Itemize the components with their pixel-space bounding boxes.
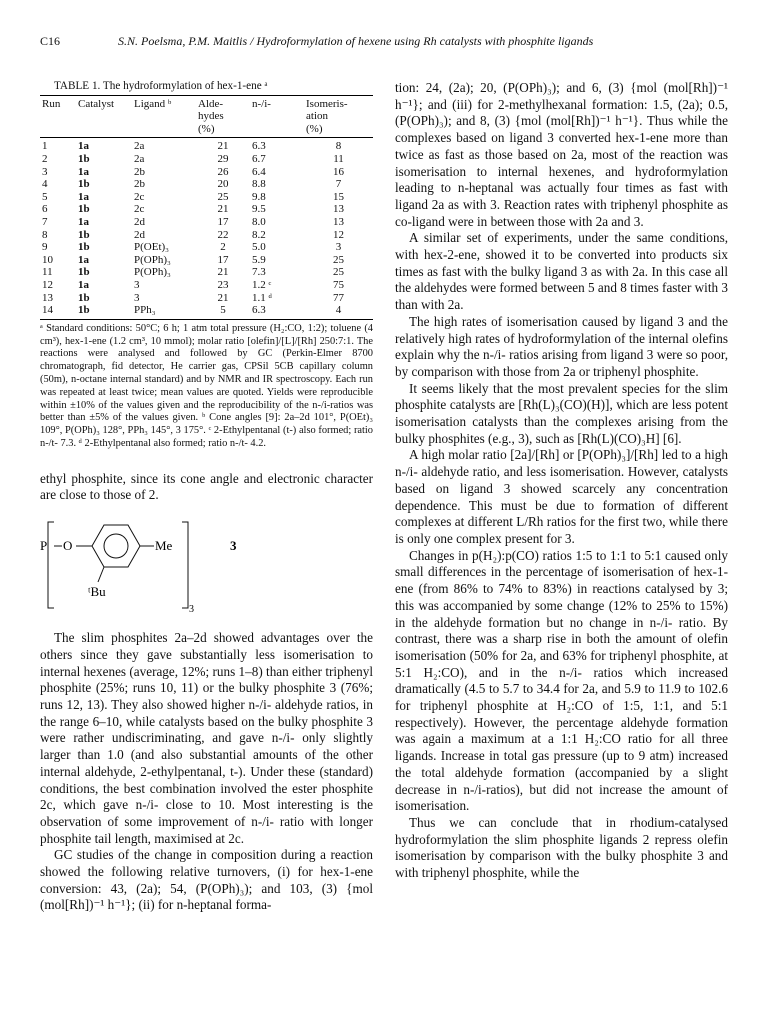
table-row (40, 279, 373, 292)
cell-ligand: 2b (134, 178, 145, 191)
paragraph: Changes in p(H₂):p(CO) ratios 1:5 to 1:1 to 5:1 caused only small differences in the percentage of isomerisation of hex-1-ene (from 86% to 74% to 83%) in reactions catalysed by 3; this was accompanied by some change (12% to 25% to 15%) in the aldehyde formation but no change in n-/i- ratio. By contrast, there was a sharp rise in both the amount of olefin isomerisation (50% for 2a, and 63% for triphenyl phosphite, at 5:1 H₂:CO), and in the n-/i- ratios which increased dramatically (4.5 to 5.7 to 34.4 for 2a, and 5.9 to 11.9 to 102.6 for triphenyl phosphite at H₂:CO of 1:5, 1:1, and 5:1 respectively). However, the percentage aldehyde formation was again a maximum at a 1:1 H₂:CO ratio for all three ligands. Increase in total gas pressure (up to 9 atm) increased the total aldehyde formation (accompanied by a slight decrease in n-/i-ratios), but did not increase the amount of isomerisation. (395, 547, 728, 814)
paragraph: It seems likely that the most prevalent species for the slim phosphite catalysts are [Rh(L)₃(CO)(H)], which are less potent isomerisation catalysts than the complexes arising from the bulky phosphites (e.g., 3), such as [Rh(L)(CO)₃H] [6]. (395, 380, 728, 446)
cell-run: 14 (42, 304, 53, 317)
cell-catalyst: 1b (78, 266, 90, 279)
cell-catalyst: 1a (78, 216, 89, 229)
cell-run: 3 (42, 165, 48, 178)
cell-aldehydes: 23 (217, 279, 229, 292)
paragraph: Thus we can conclude that in rhodium-catalysed hydroformylation the slim phosphite ligands 2 repress olefin isomerisation by comparison with the bulky phosphite 3 and with triphenyl phosphite, while the (395, 814, 728, 881)
cell-isomerisation: 75 (333, 279, 344, 292)
table-row (40, 229, 373, 242)
header-ligand: Ligand ᵇ (132, 95, 196, 138)
cell-nratio: 8.0 (252, 216, 266, 229)
right-column (395, 80, 728, 882)
phosphite-structure-drawing (40, 512, 373, 620)
table-caption: TABLE 1. The hydroformylation of hex-1-ene ᵃ (54, 80, 268, 92)
cell-run: 10 (42, 253, 53, 266)
paragraph: A high molar ratio [2a]/[Rh] or [P(OPh)₃]/[Rh] led to a high n-/i- aldehyde ratio, and less isomerisation. However, catalysts based on ligand 3 showed scarcely any concentration dependence. This must be due to formation of different complexes at different L/Rh ratios for the first two, while there is only one complex present for 3. (395, 447, 728, 546)
table-row (40, 178, 373, 191)
cell-isomerisation: 13 (333, 203, 344, 216)
cell-nratio: 7.3 (252, 266, 266, 279)
cell-ligand: P(OPh)₃ (134, 253, 171, 266)
tbutyl-label: ᵗBu (88, 584, 106, 600)
paragraph: GC studies of the change in composition during a reaction showed the following relative turnovers, (i) for hex-1-ene conversion: 43, (2a); 54, (P(OPh)₃); and 103, (3) {mol (mol[Rh])⁻¹ h⁻¹}; (ii) for n-heptanal forma- (40, 847, 373, 913)
cell-ligand: P(OPh)₃ (134, 266, 171, 279)
paragraph: The slim phosphites 2a–2d showed advantages over the others since they gave substantially less isomerisation to internal hexenes (average, 12%; runs 1–8) than either triphenyl phosphite (25%; runs 10, 11) or the bulky phosphite 3 (76%; runs 12, 13). They also showed higher n-/i- aldehyde ratios, in the range 6–10, while catalysts based on the bulky phosphite 3 were rather undiscriminating, and gave n-/i- only slightly larger than 1.0 (and also substantial amounts of the other internal aldehyde, 2-ethylpentanal, t-). Under these (standard) conditions, the best combination involved the ester phosphite 2c, which gave n-/i- close to 10. Most interesting is the observation of some improvement of n-/i- ratio with longer phosphite tail length, maximised at 2c. (40, 630, 373, 846)
table-header-row (40, 95, 373, 138)
cell-ligand: 3 (134, 279, 140, 292)
cell-isomerisation: 77 (333, 291, 344, 304)
table-row (40, 216, 373, 229)
cell-isomerisation: 16 (333, 165, 344, 178)
cell-nratio: 6.7 (252, 153, 266, 166)
cell-run: 12 (42, 279, 53, 292)
cell-nratio: 8.8 (252, 178, 266, 191)
cell-aldehydes: 21 (217, 291, 229, 304)
table-row (40, 203, 373, 216)
phosphorus-label: P (40, 538, 48, 554)
cell-aldehydes: 5 (220, 304, 226, 317)
paragraph: The high rates of isomerisation caused by ligand 3 and the relatively high rates of hydroformylation of the internal olefins explain why the n-/i- ratios arising from ligand 3 were so poor, by comparison with those from 2a or triphenyl phosphite. (395, 313, 728, 379)
cell-nratio: 1.2 ᶜ (252, 279, 272, 292)
cell-aldehydes: 21 (217, 140, 229, 153)
cell-nratio: 6.3 (252, 140, 266, 153)
cell-catalyst: 1b (78, 228, 90, 241)
table-body (40, 138, 373, 319)
bracket-subscript: 3 (189, 604, 194, 616)
cell-ligand: PPh₃ (134, 304, 156, 317)
cell-isomerisation: 11 (333, 153, 344, 166)
running-title: S.N. Poelsma, P.M. Maitlis / Hydroformylation of hexene using Rh catalysts with phosphite ligands (118, 34, 594, 48)
cell-ligand: 2c (134, 203, 145, 216)
cell-nratio: 6.4 (252, 165, 266, 178)
left-column (40, 78, 373, 914)
table-footnote: ᵃ Standard conditions: 50°C; 6 h; 1 atm total pressure (H₂:CO, 1:2); toluene (4 cm³), hex-1-ene (1.2 cm³, 10 mmol); molar ratio [olefin]/[L]/[Rh] 250:7:1. The reactions were analysed and followed by GC (Perkin-Elmer 8700 chromatograph, fid detector, He carrier gas, CPSil 5CB capillary column (50m), n-octane internal standard) and by NMR and IR spectroscopy. Each run was repeated at least twice; mean values are quoted. Yields were reproducible within ±10% of the values given and the reproducibility of the n-/i-ratios was better than ±5% of the values given. ᵇ Cone angles [9]: 2a–2d 101°, P(OEt)₃ 109°, P(OPh)₃ 128°, PPh₃ 145°, 3 175°. ᶜ 2-Ethylpentanal (t-) also formed; ratio n-/t- 7.3. ᵈ 2-Ethylpentanal also formed; ratio n-/t- 4.2. (40, 322, 373, 449)
page-number: C16 (40, 34, 61, 48)
header-nratio: n-/i- (250, 95, 304, 138)
cell-isomerisation: 4 (335, 304, 342, 317)
cell-aldehydes: 21 (217, 266, 229, 279)
cell-isomerisation: 12 (333, 228, 344, 241)
cell-run: 4 (42, 178, 48, 191)
cell-nratio: 5.9 (252, 253, 266, 266)
cell-nratio: 8.2 (252, 228, 266, 241)
cell-run: 1 (42, 140, 48, 153)
table-row (40, 191, 373, 204)
table-row (40, 153, 373, 166)
table-row (40, 138, 373, 153)
paragraph: ethyl phosphite, since its cone angle and electronic character are close to those of 2. (40, 470, 373, 503)
header-run: Run (40, 95, 76, 138)
cell-run: 6 (42, 203, 48, 216)
cell-aldehydes: 29 (217, 153, 229, 166)
cell-catalyst: 1b (78, 153, 90, 166)
cell-ligand: 2b (134, 165, 145, 178)
right-bracket (182, 522, 188, 608)
oxygen-label: O (63, 538, 73, 554)
table-row (40, 304, 373, 319)
cell-catalyst: 1a (78, 253, 89, 266)
cell-isomerisation: 25 (333, 266, 344, 279)
header-aldehydes: Alde- hydes (%) (196, 95, 250, 138)
cell-nratio: 9.8 (252, 190, 266, 203)
cell-catalyst: 1a (78, 190, 89, 203)
cell-isomerisation: 8 (335, 140, 342, 153)
table-row (40, 292, 373, 305)
cell-ligand: 2a (134, 153, 145, 166)
cell-isomerisation: 25 (333, 253, 344, 266)
cell-isomerisation: 7 (335, 178, 342, 191)
cell-nratio: 9.5 (252, 203, 266, 216)
cell-nratio: 1.1 ᵈ (252, 291, 272, 304)
cell-run: 11 (42, 266, 53, 279)
cell-ligand: 3 (134, 291, 140, 304)
cell-catalyst: 1a (78, 165, 89, 178)
cell-ligand: P(OEt)₃ (134, 241, 169, 254)
cell-ligand: 2d (134, 216, 145, 229)
cell-catalyst: 1b (78, 178, 90, 191)
cell-aldehydes: 25 (217, 190, 229, 203)
cell-aldehydes: 26 (217, 165, 229, 178)
cell-isomerisation: 13 (333, 216, 344, 229)
cell-ligand: 2a (134, 140, 145, 153)
cell-run: 7 (42, 216, 48, 229)
cell-ligand: 2c (134, 190, 145, 203)
ring-tbu-bond (98, 567, 104, 582)
cell-isomerisation: 3 (335, 241, 342, 254)
cell-run: 2 (42, 153, 48, 166)
cell-aldehydes: 17 (217, 253, 229, 266)
benzene-ring (92, 525, 140, 567)
left-bracket (48, 522, 54, 608)
paragraph: A similar set of experiments, under the same conditions, with hex-2-ene, showed it to be converted into products six times as fast with the bulky ligand 3 as with 2a. In this case all the aldehydes were formed between 5 and 8 times faster with 3 than with 2a. (395, 230, 728, 313)
cell-aldehydes: 2 (220, 241, 226, 254)
cell-run: 8 (42, 228, 48, 241)
compound-number: 3 (230, 538, 237, 554)
page-header (40, 34, 730, 50)
cell-run: 9 (42, 241, 48, 254)
table-row (40, 241, 373, 254)
cell-aldehydes: 22 (217, 228, 229, 241)
paragraph: tion: 24, (2a); 20, (P(OPh)₃); and 6, (3) {mol (mol[Rh])⁻¹ h⁻¹}; and (iii) for 2-methylhexanal formation: 1.5, (2a); 0.5, (P(OPh)₃); and 8, (3) {mol (mol[Rh])⁻¹ h⁻¹}. Thus while the complexes based on ligand 3 converted hex-1-ene more than twice as fast as those based on 2a, most of the reaction was isomerisation to internal hexenes, and hydroformylation leading to n-heptanal was actually four times as fast with ligand 2a as with 3. Reaction rates with triphenyl phosphite as co-ligand were in between those with 2a and 3. (395, 80, 728, 229)
cell-catalyst: 1b (78, 241, 90, 254)
cell-ligand: 2d (134, 228, 145, 241)
cell-aldehydes: 20 (217, 178, 229, 191)
cell-catalyst: 1b (78, 304, 90, 317)
results-table (40, 95, 373, 320)
cell-nratio: 6.3 (252, 304, 266, 317)
cell-catalyst: 1b (78, 203, 90, 216)
cell-aldehydes: 17 (217, 216, 229, 229)
cell-run: 5 (42, 190, 48, 203)
table-row (40, 266, 373, 279)
cell-catalyst: 1a (78, 140, 89, 153)
header-isomerisation: Isomeris- ation (%) (304, 95, 373, 138)
methyl-label: Me (155, 538, 173, 554)
cell-run: 13 (42, 291, 53, 304)
cell-catalyst: 1a (78, 279, 89, 292)
header-catalyst: Catalyst (76, 95, 132, 138)
cell-aldehydes: 21 (217, 203, 229, 216)
table-row (40, 166, 373, 179)
cell-catalyst: 1b (78, 291, 90, 304)
cell-isomerisation: 15 (333, 190, 344, 203)
aromatic-circle (104, 534, 128, 558)
table-row (40, 254, 373, 267)
cell-nratio: 5.0 (252, 241, 266, 254)
chemical-structure (40, 512, 373, 620)
